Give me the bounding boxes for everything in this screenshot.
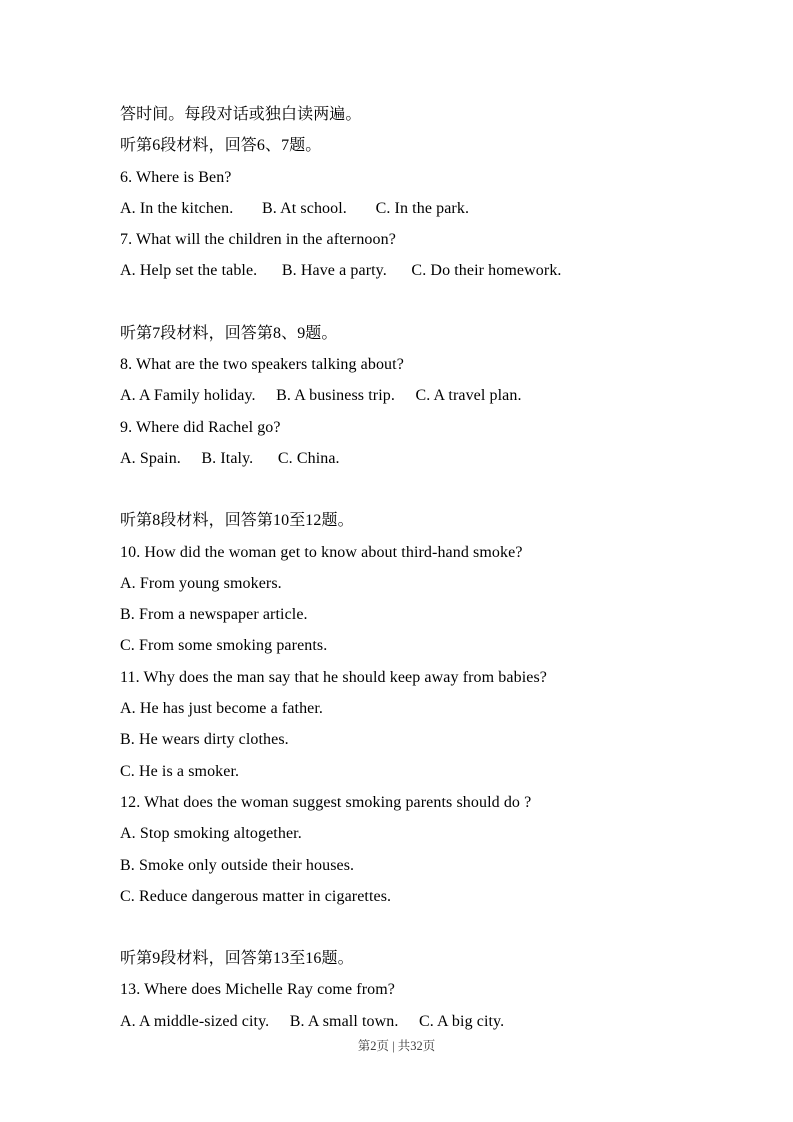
question-text: 8. What are the two speakers talking about? bbox=[120, 356, 404, 374]
option-line: A. He has just become a father. bbox=[120, 700, 324, 718]
option-line: A. A middle-sized city. B. A small town. C. A big city. bbox=[120, 1012, 505, 1030]
option-line: C. From some smoking parents. bbox=[120, 637, 328, 655]
section-header: 听第7段材料，回答第8、9题。 bbox=[120, 324, 338, 342]
option-line: A. A Family holiday. B. A business trip. C. A travel plan. bbox=[120, 387, 522, 405]
section-header: 听第8段材料，回答第10至12题。 bbox=[120, 512, 354, 530]
section-header: 听第9段材料，回答第13至16题。 bbox=[120, 950, 354, 968]
question-text: 12. What does the woman suggest smoking parents should do ? bbox=[120, 793, 532, 811]
question-text: 10. How did the woman get to know about third-hand smoke? bbox=[120, 543, 523, 561]
option-line: C. Reduce dangerous matter in cigarettes. bbox=[120, 887, 392, 905]
option-line: A. Stop smoking altogether. bbox=[120, 825, 302, 843]
question-text: 13. Where does Michelle Ray come from? bbox=[120, 981, 395, 999]
question-text: 9. Where did Rachel go? bbox=[120, 418, 281, 436]
section-spacer bbox=[120, 912, 738, 943]
question-text: 6. Where is Ben? bbox=[120, 168, 232, 186]
section-spacer bbox=[120, 287, 738, 318]
page-content bbox=[120, 99, 738, 1037]
page-number-indicator: 第2页 | 共32页 bbox=[357, 1039, 436, 1053]
option-line: A. In the kitchen. B. At school. C. In the park. bbox=[120, 199, 470, 217]
option-line: A. From young smokers. bbox=[120, 574, 282, 592]
option-line: C. He is a smoker. bbox=[120, 762, 240, 780]
section-header: 听第6段材料，回答6、7题。 bbox=[120, 137, 322, 155]
option-line: B. From a newspaper article. bbox=[120, 606, 308, 624]
question-text: 11. Why does the man say that he should keep away from babies? bbox=[120, 668, 547, 686]
section-spacer bbox=[120, 474, 738, 505]
page-footer bbox=[0, 1036, 793, 1054]
question-text: 7. What will the children in the afternoon? bbox=[120, 231, 396, 249]
option-line: B. He wears dirty clothes. bbox=[120, 731, 289, 749]
option-line: B. Smoke only outside their houses. bbox=[120, 856, 355, 874]
option-line: A. Help set the table. B. Have a party. C. Do their homework. bbox=[120, 262, 562, 280]
option-line: A. Spain. B. Italy. C. China. bbox=[120, 449, 340, 467]
body-text: 答时间。每段对话或独白读两遍。 bbox=[120, 106, 362, 123]
